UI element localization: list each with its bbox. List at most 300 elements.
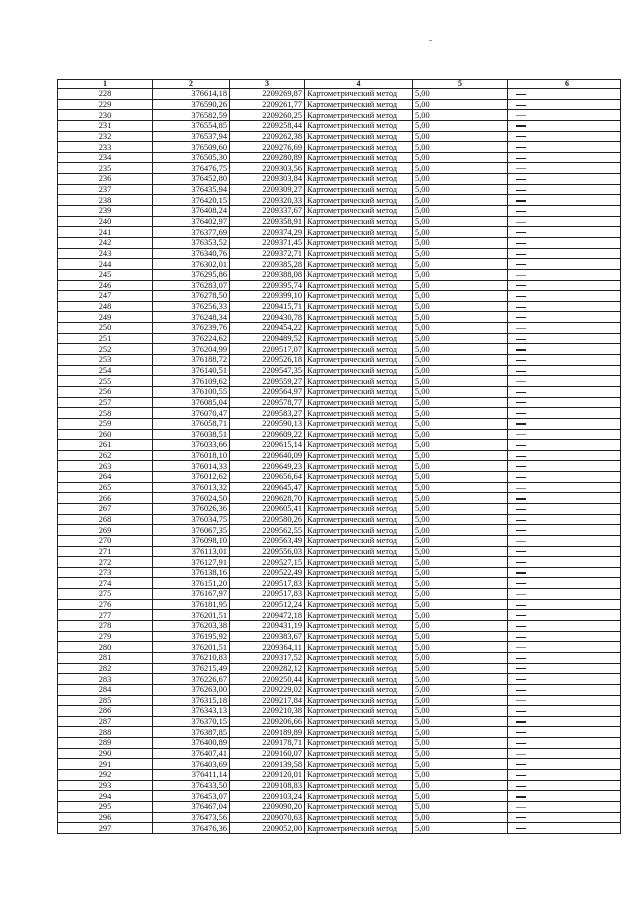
dash-mark <box>516 392 526 393</box>
point-number-cell: 276 <box>58 599 153 610</box>
method-cell: Картометрический метод <box>305 514 413 525</box>
table-row <box>58 440 621 451</box>
method-cell: Картометрический метод <box>305 301 413 312</box>
point-number-cell: 242 <box>58 237 153 248</box>
mark-cell <box>508 301 621 312</box>
dash-mark <box>516 94 526 95</box>
table-row <box>58 365 621 376</box>
y-coordinate-cell: 2209090,20 <box>230 801 305 812</box>
y-coordinate-cell: 2209649,23 <box>230 461 305 472</box>
method-cell: Картометрический метод <box>305 323 413 334</box>
x-coordinate-cell: 376453,07 <box>153 791 230 802</box>
dash-mark <box>516 594 526 595</box>
table-row <box>58 301 621 312</box>
table-row <box>58 472 621 483</box>
method-cell: Картометрический метод <box>305 706 413 717</box>
dash-mark <box>516 456 526 457</box>
precision-cell: 5,00 <box>413 684 508 695</box>
table-row <box>58 355 621 366</box>
x-coordinate-cell: 376402,97 <box>153 216 230 227</box>
method-cell: Картометрический метод <box>305 546 413 557</box>
y-coordinate-cell: 2209229,02 <box>230 684 305 695</box>
x-coordinate-cell: 376127,91 <box>153 557 230 568</box>
precision-cell: 5,00 <box>413 355 508 366</box>
x-coordinate-cell: 376038,51 <box>153 429 230 440</box>
mark-cell <box>508 386 621 397</box>
method-cell: Картометрический метод <box>305 376 413 387</box>
point-number-cell: 262 <box>58 450 153 461</box>
dash-mark <box>516 775 526 776</box>
point-number-cell: 233 <box>58 142 153 153</box>
point-number-cell: 287 <box>58 716 153 727</box>
y-coordinate-cell: 2209628,70 <box>230 493 305 504</box>
dash-mark <box>516 307 526 308</box>
table-row <box>58 110 621 121</box>
table-row <box>58 663 621 674</box>
table-row <box>58 567 621 578</box>
point-number-cell: 285 <box>58 695 153 706</box>
point-number-cell: 270 <box>58 535 153 546</box>
table-row <box>58 706 621 717</box>
y-coordinate-cell: 2209070,63 <box>230 812 305 823</box>
y-coordinate-cell: 2209517,07 <box>230 344 305 355</box>
x-coordinate-cell: 376283,07 <box>153 280 230 291</box>
point-number-cell: 239 <box>58 206 153 217</box>
point-number-cell: 238 <box>58 195 153 206</box>
y-coordinate-cell: 2209178,71 <box>230 738 305 749</box>
table-row <box>58 120 621 131</box>
point-number-cell: 288 <box>58 727 153 738</box>
mark-cell <box>508 184 621 195</box>
mark-cell <box>508 589 621 600</box>
table-row <box>58 621 621 632</box>
point-number-cell: 278 <box>58 621 153 632</box>
method-cell: Картометрический метод <box>305 567 413 578</box>
mark-cell <box>508 706 621 717</box>
mark-cell <box>508 461 621 472</box>
dash-mark <box>516 317 526 318</box>
precision-cell: 5,00 <box>413 440 508 451</box>
x-coordinate-cell: 376239,76 <box>153 323 230 334</box>
dash-mark <box>516 232 526 233</box>
precision-cell: 5,00 <box>413 174 508 185</box>
coordinates-table <box>57 79 621 834</box>
precision-cell: 5,00 <box>413 546 508 557</box>
mark-cell <box>508 780 621 791</box>
y-coordinate-cell: 2209489,52 <box>230 333 305 344</box>
y-coordinate-cell: 2209578,77 <box>230 397 305 408</box>
x-coordinate-cell: 376248,34 <box>153 312 230 323</box>
mark-cell <box>508 120 621 131</box>
mark-cell <box>508 131 621 142</box>
mark-cell <box>508 525 621 536</box>
point-number-cell: 263 <box>58 461 153 472</box>
x-coordinate-cell: 376509,60 <box>153 142 230 153</box>
method-cell: Картометрический метод <box>305 142 413 153</box>
table-row <box>58 482 621 493</box>
y-coordinate-cell: 2209260,25 <box>230 110 305 121</box>
dash-mark <box>516 807 526 808</box>
x-coordinate-cell: 376151,20 <box>153 578 230 589</box>
y-coordinate-cell: 2209580,26 <box>230 514 305 525</box>
point-number-cell: 246 <box>58 280 153 291</box>
x-coordinate-cell: 376537,94 <box>153 131 230 142</box>
point-number-cell: 296 <box>58 812 153 823</box>
x-coordinate-cell: 376411,14 <box>153 770 230 781</box>
y-coordinate-cell: 2209358,91 <box>230 216 305 227</box>
x-coordinate-cell: 376224,62 <box>153 333 230 344</box>
header-col-1: 1 <box>58 80 153 89</box>
dash-mark <box>516 445 526 446</box>
precision-cell: 5,00 <box>413 291 508 302</box>
header-col-5: 5 <box>413 80 508 89</box>
precision-cell: 5,00 <box>413 408 508 419</box>
point-number-cell: 248 <box>58 301 153 312</box>
mark-cell <box>508 759 621 770</box>
y-coordinate-cell: 2209431,19 <box>230 621 305 632</box>
table-row <box>58 131 621 142</box>
y-coordinate-cell: 2209388,08 <box>230 269 305 280</box>
precision-cell: 5,00 <box>413 99 508 110</box>
method-cell: Картометрический метод <box>305 652 413 663</box>
table-row <box>58 195 621 206</box>
dash-mark <box>516 264 526 265</box>
point-number-cell: 243 <box>58 248 153 259</box>
mark-cell <box>508 610 621 621</box>
dash-mark <box>516 583 526 584</box>
x-coordinate-cell: 376100,55 <box>153 386 230 397</box>
method-cell: Картометрический метод <box>305 110 413 121</box>
dash-mark <box>516 243 526 244</box>
mark-cell <box>508 365 621 376</box>
mark-cell <box>508 344 621 355</box>
mark-cell <box>508 142 621 153</box>
precision-cell: 5,00 <box>413 131 508 142</box>
y-coordinate-cell: 2209656,64 <box>230 472 305 483</box>
precision-cell: 5,00 <box>413 376 508 387</box>
table-row <box>58 557 621 568</box>
header-col-3: 3 <box>230 80 305 89</box>
point-number-cell: 286 <box>58 706 153 717</box>
mark-cell <box>508 546 621 557</box>
mark-cell <box>508 408 621 419</box>
precision-cell: 5,00 <box>413 631 508 642</box>
precision-cell: 5,00 <box>413 652 508 663</box>
point-number-cell: 267 <box>58 503 153 514</box>
mark-cell <box>508 557 621 568</box>
x-coordinate-cell: 376343,13 <box>153 706 230 717</box>
dash-mark <box>516 136 526 137</box>
table-row <box>58 738 621 749</box>
table-row <box>58 770 621 781</box>
method-cell: Картометрический метод <box>305 535 413 546</box>
point-number-cell: 260 <box>58 429 153 440</box>
x-coordinate-cell: 376034,75 <box>153 514 230 525</box>
dash-mark <box>516 168 526 169</box>
table-row <box>58 333 621 344</box>
point-number-cell: 274 <box>58 578 153 589</box>
method-cell: Картометрический метод <box>305 812 413 823</box>
table-row <box>58 269 621 280</box>
mark-cell <box>508 450 621 461</box>
x-coordinate-cell: 376353,52 <box>153 237 230 248</box>
table-row <box>58 216 621 227</box>
dash-mark <box>516 328 526 329</box>
method-cell: Картометрический метод <box>305 780 413 791</box>
precision-cell: 5,00 <box>413 110 508 121</box>
table-row <box>58 823 621 834</box>
y-coordinate-cell: 2209583,27 <box>230 408 305 419</box>
table-row <box>58 248 621 259</box>
point-number-cell: 291 <box>58 759 153 770</box>
table-row <box>58 812 621 823</box>
x-coordinate-cell: 376024,50 <box>153 493 230 504</box>
y-coordinate-cell: 2209517,83 <box>230 578 305 589</box>
dash-mark <box>516 541 526 542</box>
point-number-cell: 228 <box>58 89 153 100</box>
dash-mark <box>516 711 526 712</box>
x-coordinate-cell: 376400,89 <box>153 738 230 749</box>
point-number-cell: 277 <box>58 610 153 621</box>
dash-mark <box>516 764 526 765</box>
table-row <box>58 206 621 217</box>
table-row <box>58 503 621 514</box>
precision-cell: 5,00 <box>413 823 508 834</box>
dash-mark <box>516 254 526 255</box>
precision-cell: 5,00 <box>413 301 508 312</box>
mark-cell <box>508 695 621 706</box>
method-cell: Картометрический метод <box>305 557 413 568</box>
method-cell: Картометрический метод <box>305 365 413 376</box>
method-cell: Картометрический метод <box>305 621 413 632</box>
mark-cell <box>508 174 621 185</box>
precision-cell: 5,00 <box>413 206 508 217</box>
method-cell: Картометрический метод <box>305 493 413 504</box>
precision-cell: 5,00 <box>413 621 508 632</box>
mark-cell <box>508 259 621 270</box>
dash-mark <box>516 626 526 627</box>
y-coordinate-cell: 2209383,67 <box>230 631 305 642</box>
y-coordinate-cell: 2209385,28 <box>230 259 305 270</box>
x-coordinate-cell: 376033,66 <box>153 440 230 451</box>
table-row <box>58 227 621 238</box>
method-cell: Картометрический метод <box>305 418 413 429</box>
dash-mark <box>516 423 526 425</box>
precision-cell: 5,00 <box>413 780 508 791</box>
x-coordinate-cell: 376403,69 <box>153 759 230 770</box>
precision-cell: 5,00 <box>413 248 508 259</box>
precision-cell: 5,00 <box>413 801 508 812</box>
table-row <box>58 89 621 100</box>
method-cell: Картометрический метод <box>305 333 413 344</box>
table-row <box>58 323 621 334</box>
method-cell: Картометрический метод <box>305 642 413 653</box>
point-number-cell: 256 <box>58 386 153 397</box>
table-row <box>58 376 621 387</box>
precision-cell: 5,00 <box>413 525 508 536</box>
dash-mark <box>516 477 526 478</box>
x-coordinate-cell: 376026,36 <box>153 503 230 514</box>
point-number-cell: 295 <box>58 801 153 812</box>
precision-cell: 5,00 <box>413 642 508 653</box>
dash-mark <box>516 817 526 818</box>
x-coordinate-cell: 376113,01 <box>153 546 230 557</box>
dash-mark <box>516 509 526 510</box>
method-cell: Картометрический метод <box>305 823 413 834</box>
precision-cell: 5,00 <box>413 716 508 727</box>
y-coordinate-cell: 2209472,18 <box>230 610 305 621</box>
dash-mark <box>516 179 526 180</box>
precision-cell: 5,00 <box>413 365 508 376</box>
precision-cell: 5,00 <box>413 567 508 578</box>
dash-mark <box>516 786 526 787</box>
method-cell: Картометрический метод <box>305 99 413 110</box>
method-cell: Картометрический метод <box>305 259 413 270</box>
precision-cell: 5,00 <box>413 312 508 323</box>
precision-cell: 5,00 <box>413 695 508 706</box>
precision-cell: 5,00 <box>413 397 508 408</box>
dash-mark <box>516 200 526 202</box>
x-coordinate-cell: 376140,51 <box>153 365 230 376</box>
precision-cell: 5,00 <box>413 418 508 429</box>
dash-mark <box>516 413 526 414</box>
method-cell: Картометрический метод <box>305 344 413 355</box>
method-cell: Картометрический метод <box>305 280 413 291</box>
point-number-cell: 268 <box>58 514 153 525</box>
dash-mark <box>516 158 526 159</box>
y-coordinate-cell: 2209563,49 <box>230 535 305 546</box>
dash-mark <box>516 796 526 798</box>
x-coordinate-cell: 376315,18 <box>153 695 230 706</box>
x-coordinate-cell: 376407,41 <box>153 748 230 759</box>
table-row <box>58 514 621 525</box>
precision-cell: 5,00 <box>413 482 508 493</box>
point-number-cell: 254 <box>58 365 153 376</box>
method-cell: Картометрический метод <box>305 663 413 674</box>
precision-cell: 5,00 <box>413 610 508 621</box>
mark-cell <box>508 652 621 663</box>
y-coordinate-cell: 2209303,84 <box>230 174 305 185</box>
y-coordinate-cell: 2209371,45 <box>230 237 305 248</box>
dash-mark <box>516 371 526 372</box>
method-cell: Картометрический метод <box>305 674 413 685</box>
y-coordinate-cell: 2209564,97 <box>230 386 305 397</box>
y-coordinate-cell: 2209189,89 <box>230 727 305 738</box>
x-coordinate-cell: 376070,47 <box>153 408 230 419</box>
mark-cell <box>508 535 621 546</box>
point-number-cell: 244 <box>58 259 153 270</box>
x-coordinate-cell: 376210,83 <box>153 652 230 663</box>
table-row <box>58 780 621 791</box>
dash-mark <box>516 339 526 340</box>
method-cell: Картометрический метод <box>305 408 413 419</box>
mark-cell <box>508 429 621 440</box>
y-coordinate-cell: 2209454,22 <box>230 323 305 334</box>
mark-cell <box>508 514 621 525</box>
x-coordinate-cell: 376387,85 <box>153 727 230 738</box>
y-coordinate-cell: 2209527,15 <box>230 557 305 568</box>
x-coordinate-cell: 376181,95 <box>153 599 230 610</box>
method-cell: Картометрический метод <box>305 397 413 408</box>
method-cell: Картометрический метод <box>305 748 413 759</box>
method-cell: Картометрический метод <box>305 312 413 323</box>
dash-mark <box>516 637 526 638</box>
point-number-cell: 231 <box>58 120 153 131</box>
point-number-cell: 255 <box>58 376 153 387</box>
method-cell: Картометрический метод <box>305 727 413 738</box>
x-coordinate-cell: 376203,38 <box>153 621 230 632</box>
precision-cell: 5,00 <box>413 227 508 238</box>
y-coordinate-cell: 2209320,33 <box>230 195 305 206</box>
precision-cell: 5,00 <box>413 727 508 738</box>
precision-cell: 5,00 <box>413 493 508 504</box>
x-coordinate-cell: 376098,10 <box>153 535 230 546</box>
table-row <box>58 429 621 440</box>
y-coordinate-cell: 2209052,00 <box>230 823 305 834</box>
dash-mark <box>516 668 526 669</box>
x-coordinate-cell: 376085,04 <box>153 397 230 408</box>
x-coordinate-cell: 376263,00 <box>153 684 230 695</box>
dash-mark <box>516 562 526 563</box>
x-coordinate-cell: 376452,80 <box>153 174 230 185</box>
method-cell: Картометрический метод <box>305 589 413 600</box>
precision-cell: 5,00 <box>413 333 508 344</box>
dash-mark <box>516 211 526 212</box>
precision-cell: 5,00 <box>413 120 508 131</box>
method-cell: Картометрический метод <box>305 269 413 280</box>
x-coordinate-cell: 376408,24 <box>153 206 230 217</box>
dash-mark <box>516 743 526 744</box>
table-row <box>58 493 621 504</box>
y-coordinate-cell: 2209206,66 <box>230 716 305 727</box>
mark-cell <box>508 280 621 291</box>
y-coordinate-cell: 2209303,56 <box>230 163 305 174</box>
point-number-cell: 280 <box>58 642 153 653</box>
point-number-cell: 259 <box>58 418 153 429</box>
mark-cell <box>508 727 621 738</box>
mark-cell <box>508 206 621 217</box>
precision-cell: 5,00 <box>413 535 508 546</box>
point-number-cell: 265 <box>58 482 153 493</box>
method-cell: Картометрический метод <box>305 450 413 461</box>
dash-mark <box>516 520 526 521</box>
dash-mark <box>516 700 526 701</box>
dash-mark <box>516 285 526 286</box>
table-row <box>58 344 621 355</box>
dash-mark <box>516 115 526 116</box>
x-coordinate-cell: 376256,33 <box>153 301 230 312</box>
method-cell: Картометрический метод <box>305 482 413 493</box>
point-number-cell: 240 <box>58 216 153 227</box>
dash-mark <box>516 147 526 148</box>
mark-cell <box>508 195 621 206</box>
x-coordinate-cell: 376138,16 <box>153 567 230 578</box>
x-coordinate-cell: 376476,36 <box>153 823 230 834</box>
mark-cell <box>508 493 621 504</box>
x-coordinate-cell: 376295,86 <box>153 269 230 280</box>
mark-cell <box>508 823 621 834</box>
precision-cell: 5,00 <box>413 674 508 685</box>
y-coordinate-cell: 2209337,67 <box>230 206 305 217</box>
mark-cell <box>508 599 621 610</box>
dash-mark <box>516 190 526 191</box>
precision-cell: 5,00 <box>413 503 508 514</box>
precision-cell: 5,00 <box>413 344 508 355</box>
precision-cell: 5,00 <box>413 259 508 270</box>
x-coordinate-cell: 376420,15 <box>153 195 230 206</box>
method-cell: Картометрический метод <box>305 248 413 259</box>
y-coordinate-cell: 2209160,07 <box>230 748 305 759</box>
